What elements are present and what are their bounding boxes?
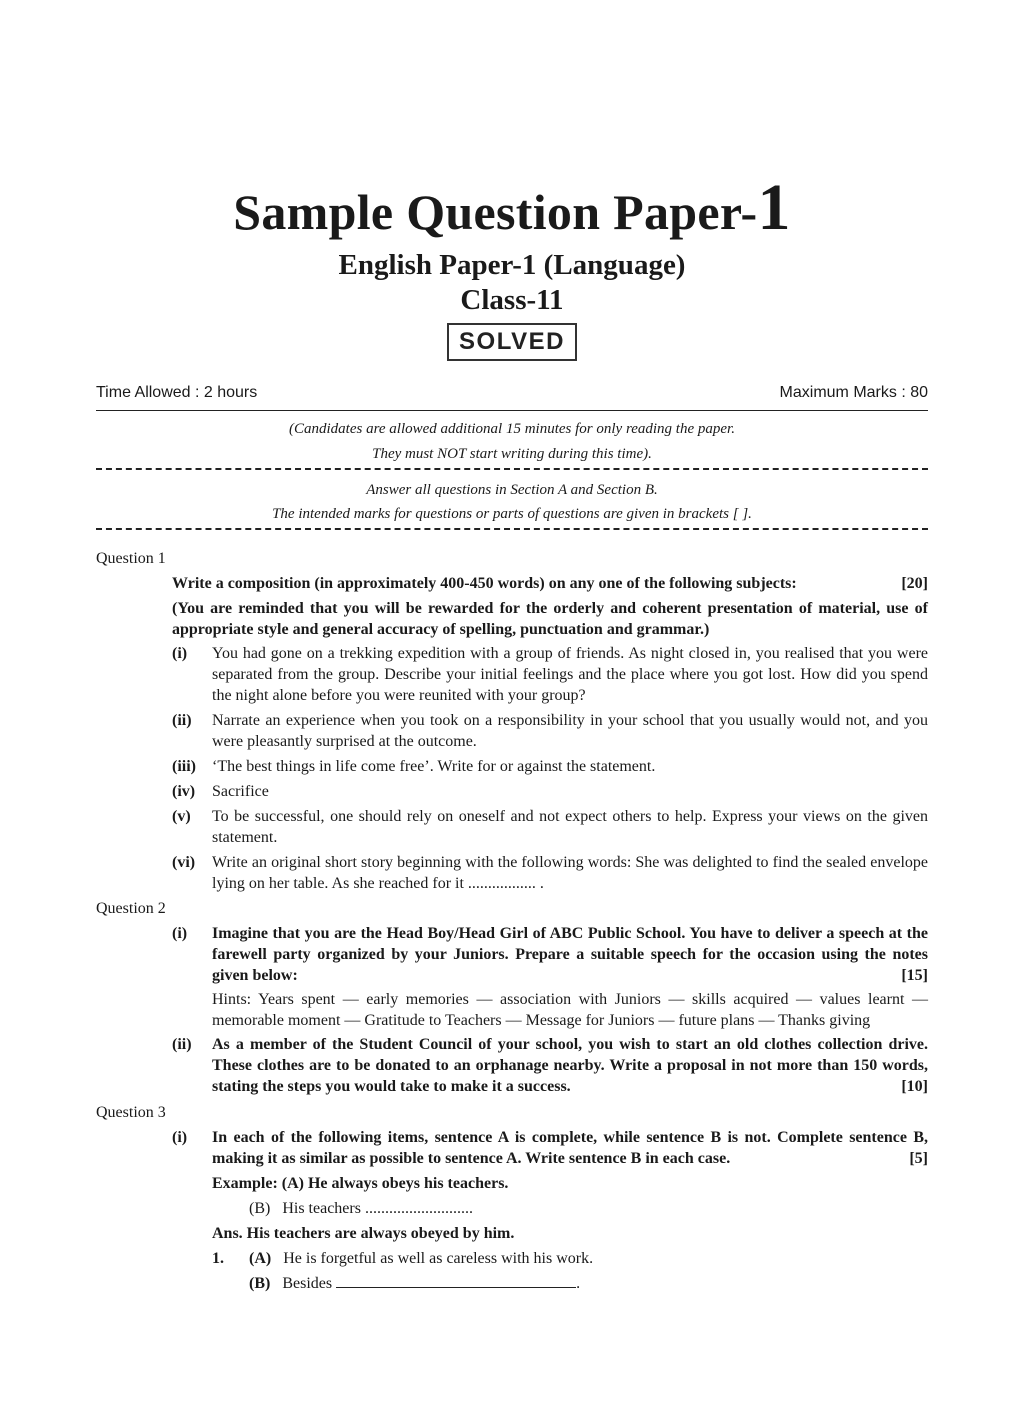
option-label: (vi) — [172, 854, 196, 871]
item-1-sentence-b — [249, 1273, 580, 1295]
question-1-heading: Question 1 — [96, 550, 166, 567]
item-b-label: (B) — [249, 1275, 271, 1292]
example-answer: Ans. His teachers are always obeyed by him. — [212, 1225, 515, 1242]
part-text — [212, 1127, 928, 1169]
item-a-text: He is forgetful as well as careless with his work. — [283, 1250, 594, 1267]
question-1-option — [172, 710, 928, 752]
reading-time-note: (Candidates are allowed additional 15 minutes for only reading the paper. — [289, 421, 735, 437]
item-1-sentence-a — [212, 1248, 593, 1270]
option-label: (iii) — [172, 758, 196, 775]
paper-title-number: 1 — [757, 171, 791, 244]
part-text-body: As a member of the Student Council of your school, you wish to start an old clothes collection drive. These clothes are to be donated to an orphanage nearby. Write a proposal in not more than 150 words, stating the steps you would take to make it a success. — [212, 1036, 928, 1095]
answer-blank — [336, 1273, 576, 1288]
option-label: (ii) — [172, 712, 192, 729]
time-allowed: Time Allowed : 2 hours — [96, 384, 258, 401]
paper-subtitle: English Paper-1 (Language) — [338, 249, 686, 281]
item-b-text: Besides — [282, 1275, 333, 1292]
class-label: Class-11 — [460, 284, 564, 316]
part-marks: [10] — [901, 1078, 928, 1095]
dashed-divider-2 — [96, 528, 928, 530]
part-label: (ii) — [172, 1036, 192, 1053]
marks-instruction: The intended marks for questions or parts of questions are given in brackets [ ]. — [272, 506, 752, 522]
part-marks: [5] — [909, 1150, 928, 1167]
paper-title — [0, 171, 1024, 244]
paper-title-text: Sample Question Paper- — [233, 184, 758, 240]
solid-divider — [96, 410, 928, 411]
question-1-instruction-text: Write a composition (in approximately 400-450 words) on any one of the following subjects: — [172, 575, 797, 592]
item-b-end: . — [576, 1275, 581, 1292]
part-text-body: Imagine that you are the Head Boy/Head Girl of ABC Public School. You have to deliver a speech at the farewell party organized by your Juniors. Prepare a suitable speech for the occasion using the notes given below: — [212, 925, 928, 984]
example-sentence-a: Example: (A) He always obeys his teachers. — [212, 1175, 509, 1192]
option-text: ‘The best things in life come free’. Write for or against the statement. — [212, 758, 656, 775]
option-label: (i) — [172, 645, 188, 662]
item-number: 1. — [212, 1250, 224, 1267]
question-3-heading: Question 3 — [96, 1104, 166, 1121]
question-1-option — [172, 643, 928, 706]
question-1-option — [172, 852, 928, 894]
example-b-label: (B) — [249, 1200, 271, 1217]
option-text: To be successful, one should rely on oneself and not expect others to help. Express your views on the given statement. — [212, 808, 928, 846]
speech-hints: Hints: Years spent — early memories — association with Juniors — skills acquired — values learnt — memorable moment — Gratitude to Teachers — Message for Juniors — future plans — Thanks giving — [212, 991, 928, 1029]
option-label: (iv) — [172, 783, 196, 800]
question-1-option — [172, 806, 928, 848]
question-2-part — [172, 1034, 928, 1097]
question-1-instruction — [172, 573, 928, 594]
maximum-marks: Maximum Marks : 80 — [779, 384, 928, 401]
answer-instruction: Answer all questions in Section A and Section B. — [366, 482, 658, 498]
solved-badge — [447, 323, 577, 361]
part-label: (i) — [172, 925, 188, 942]
option-label: (v) — [172, 808, 191, 825]
question-2-heading: Question 2 — [96, 900, 166, 917]
example-sentence-b — [249, 1198, 473, 1220]
question-1-marks: [20] — [901, 575, 928, 592]
question-1-option — [172, 781, 928, 802]
question-3-part — [172, 1127, 928, 1169]
part-text — [212, 1034, 928, 1097]
question-2-part — [172, 923, 928, 986]
part-marks: [15] — [901, 967, 928, 984]
option-text: Write an original short story beginning with the following words: She was delighted to find the sealed envelope lying on her table. As she reached for it ................. . — [212, 854, 928, 892]
part-text-body: In each of the following items, sentence A is complete, while sentence B is not. Complete sentence B, making it as similar as possible to sentence A. Write sentence B in each case. — [212, 1129, 928, 1167]
option-text: You had gone on a trekking expedition with a group of friends. As night closed in, you realised that you were separated from the group. Describe your initial feelings and the place where you got lost. How did you spend the night alone before you were reunited with your group? — [212, 645, 928, 704]
dashed-divider — [96, 468, 928, 470]
solved-badge-label: SOLVED — [459, 328, 565, 355]
question-1-reminder: (You are reminded that you will be rewarded for the orderly and coherent presentation of material, use of appropriate style and general accuracy of spelling, punctuation and grammar.) — [172, 600, 928, 638]
question-1-option — [172, 756, 928, 777]
option-text: Narrate an experience when you took on a responsibility in your school that you usually would not, and you were pleasantly surprised at the outcome. — [212, 712, 928, 750]
exam-info-row — [96, 384, 928, 402]
item-a-label: (A) — [249, 1250, 272, 1267]
example-b-text: His teachers ........................... — [282, 1200, 473, 1217]
part-label: (i) — [172, 1129, 188, 1146]
option-text: Sacrifice — [212, 783, 269, 800]
part-text — [212, 923, 928, 986]
reading-time-note-2: They must NOT start writing during this time). — [372, 446, 652, 462]
